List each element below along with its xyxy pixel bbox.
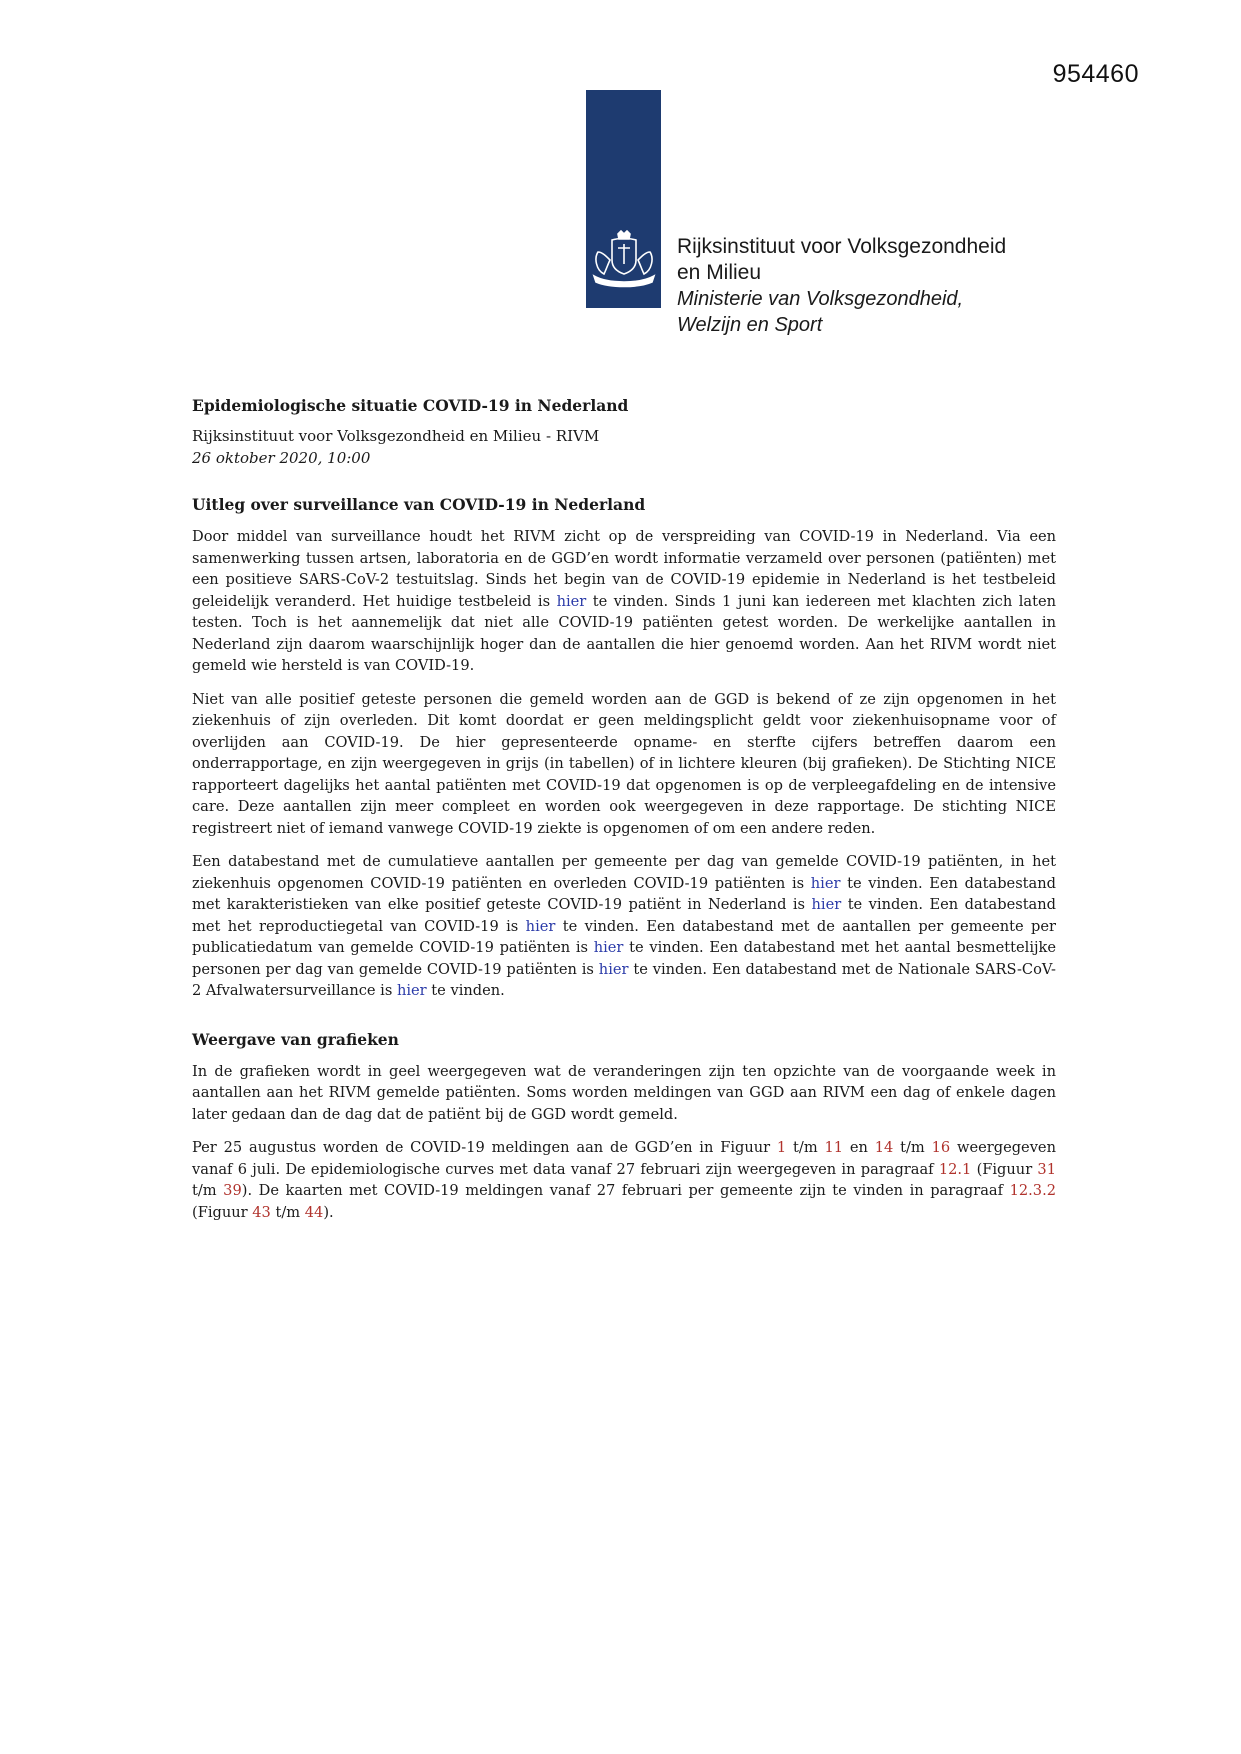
paragraph-surveillance-3: Een databestand met de cumulatieve aantallen per gemeente per dag van gemelde COVID-19 patiënten, in het ziekenhuis opgenomen COVID-19 patiënten en overleden COVID-19 patiënten is hier te vinden. Een databestand met karakteristieken van elke positief geteste COVID-19 patiënt in Nederland is hier te vinden. Een databestand met het reproductiegetal van COVID-19 is hier te vinden. Een databestand met de aantallen per gemeente per publicatiedatum van gemelde COVID-19 patiënten is hier te vinden. Een databestand met het aantal besmettelijke personen per dag van gemelde COVID-19 patiënten is hier te vinden. Een databestand met de Nationale SARS-CoV-2 Afvalwatersurveillance is hier te vinden.	[192, 853, 1056, 999]
org-line-3: Ministerie van Volksgezondheid,	[677, 288, 964, 310]
figure-ref-link[interactable]: 14	[874, 1139, 894, 1156]
royal-coat-of-arms-icon	[588, 230, 660, 292]
data-link-gemeente[interactable]: hier	[810, 874, 841, 892]
paragraph-surveillance-2: Niet van alle positief geteste personen die gemeld worden aan de GGD is bekend of ze zijn opgenomen in het ziekenhuis of zijn overleden. Dit komt doordat er geen meldingsplicht geldt voor ziekenhuisopname voor of overlijden aan COVID-19. De hier gepresenteerde opname- en sterfte cijfers betreffen daarom een onderrapportage, en zijn weergegeven in grijs (in tabellen) of in lichtere kleuren (bij grafieken). De Stichting NICE rapporteert dagelijks het aantal patiënten met COVID-19 dat opgenomen is op de verpleegafdeling en de intensive care. Deze aantallen zijn meer compleet en worden ook weergegeven in deze rapportage. De stichting NICE registreert niet of iemand vanwege COVID-19 ziekte is opgenomen of om een andere reden.	[192, 690, 1056, 837]
organization-name	[677, 234, 1006, 338]
org-line-1: Rijksinstituut voor Volksgezondheid	[677, 235, 1007, 258]
figure-ref-link[interactable]: 39	[223, 1182, 242, 1199]
org-line-2: en Milieu	[677, 261, 762, 284]
testbeleid-link[interactable]: hier	[556, 592, 587, 610]
document-subtitle: Rijksinstituut voor Volksgezondheid en Milieu - RIVM	[192, 427, 600, 445]
figure-ref-link[interactable]: 11	[824, 1139, 844, 1156]
figure-ref-link[interactable]: 44	[304, 1203, 324, 1221]
document-title: Epidemiologische situatie COVID-19 in Nederland	[192, 396, 629, 415]
section-ref-link[interactable]: 12.1	[938, 1160, 972, 1178]
paragraph-grafieken-2: Per 25 augustus worden de COVID-19 meldingen aan de GGD’en in Figuur 1 t/m 11 en 14 t/m 16 weergegeven vanaf 6 juli. De epidemiologische curves met data vanaf 27 februari zijn weergegeven in paragraaf 12.1 (Figuur 31 t/m 39). De kaarten met COVID-19 meldingen vanaf 27 februari per gemeente zijn te vinden in paragraaf 12.3.2 (Figuur 43 t/m 44).	[192, 1139, 1056, 1221]
data-link-reproductiegetal[interactable]: hier	[525, 917, 556, 935]
data-link-publicatiedatum[interactable]: hier	[593, 939, 624, 956]
figure-ref-link[interactable]: 16	[931, 1139, 951, 1156]
paragraph-surveillance-1: Door middel van surveillance houdt het RIVM zicht op de verspreiding van COVID-19 in Nederland. Via een samenwerking tussen artsen, laboratoria en de GGD’en wordt informatie verzameld over personen (patiënten) met een positieve SARS-CoV-2 testuitslag. Sinds het begin van de COVID-19 epidemie in Nederland is het testbeleid geleidelijk veranderd. Het huidige testbeleid is hier te vinden. Sinds 1 juni kan iedereen met klachten zich laten testen. Toch is het aannemelijk dat niet alle COVID-19 patiënten getest worden. De werkelijke aantallen in Nederland zijn daarom waarschijnlijk hoger dan de aantallen die hier genoemd worden. Aan het RIVM wordt niet gemeld wie hersteld is van COVID-19.	[192, 528, 1057, 674]
section-heading-surveillance: Uitleg over surveillance van COVID-19 in Nederland	[192, 495, 646, 514]
data-link-karakteristieken[interactable]: hier	[811, 896, 842, 913]
figure-ref-link[interactable]: 1	[776, 1139, 787, 1156]
section-ref-link[interactable]: 12.3.2	[1009, 1182, 1056, 1199]
document-number: 954460	[1052, 60, 1139, 88]
org-line-4: Welzijn en Sport	[677, 314, 823, 336]
paragraph-grafieken-1: In de grafieken wordt in geel weergegeven wat de veranderingen zijn ten opzichte van de voorgaande week in aantallen aan het RIVM gemelde patiënten. Soms worden meldingen van GGD aan RIVM een dag of enkele dagen later gedaan dan de dag dat de patiënt bij de GGD wordt gemeld.	[192, 1062, 1056, 1123]
section-heading-grafieken: Weergave van grafieken	[192, 1029, 399, 1049]
figure-ref-link[interactable]: 31	[1037, 1160, 1056, 1178]
document-body	[192, 396, 1056, 1235]
document-date: 26 oktober 2020, 10:00	[192, 449, 371, 467]
data-link-besmettelijke[interactable]: hier	[598, 960, 629, 978]
data-link-afvalwater[interactable]: hier	[396, 982, 427, 999]
figure-ref-link[interactable]: 43	[252, 1203, 271, 1221]
